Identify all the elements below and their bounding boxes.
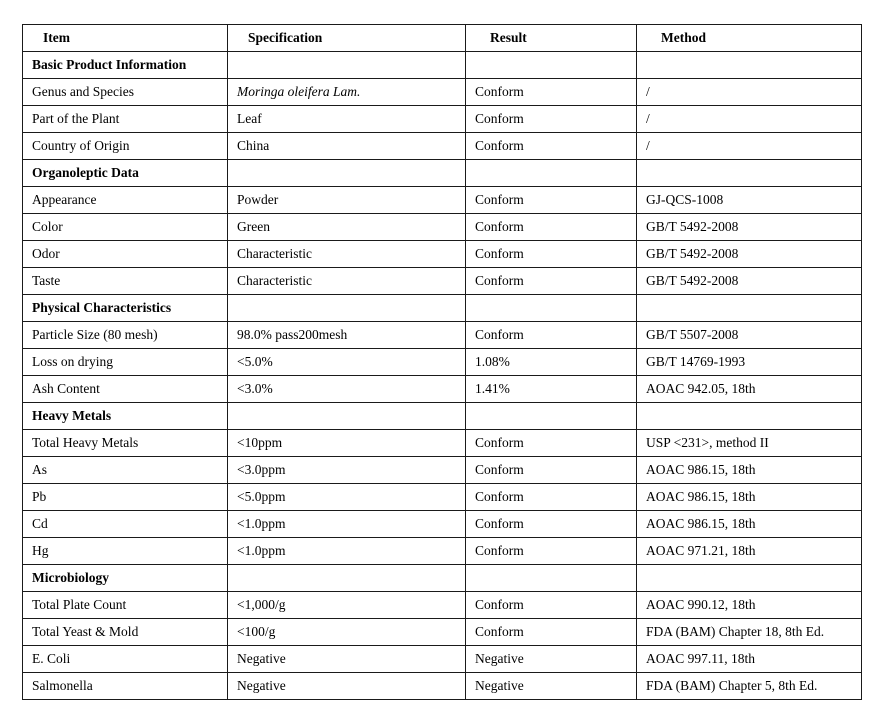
method-cell: GB/T 5492-2008: [637, 241, 862, 268]
item-cell: Genus and Species: [23, 79, 228, 106]
header-item: Item: [23, 25, 228, 52]
method-cell: AOAC 942.05, 18th: [637, 376, 862, 403]
table-row: [23, 430, 862, 457]
method-cell: /: [637, 133, 862, 160]
header-result: Result: [466, 25, 637, 52]
result-cell: Conform: [466, 214, 637, 241]
method-cell: USP <231>, method II: [637, 430, 862, 457]
section-row: [23, 565, 862, 592]
result-cell: Conform: [466, 430, 637, 457]
method-cell: GB/T 5507-2008: [637, 322, 862, 349]
table-row: [23, 214, 862, 241]
table-row: [23, 187, 862, 214]
specification-cell: <1.0ppm: [228, 511, 466, 538]
specification-cell: Leaf: [228, 106, 466, 133]
result-cell: Conform: [466, 457, 637, 484]
specification-cell: <5.0%: [228, 349, 466, 376]
result-cell: Conform: [466, 79, 637, 106]
item-cell: Hg: [23, 538, 228, 565]
method-cell: AOAC 986.15, 18th: [637, 484, 862, 511]
empty-cell: [228, 403, 466, 430]
empty-cell: [228, 565, 466, 592]
table-row: [23, 133, 862, 160]
method-cell: /: [637, 106, 862, 133]
item-cell: As: [23, 457, 228, 484]
method-cell: GB/T 14769-1993: [637, 349, 862, 376]
item-cell: Ash Content: [23, 376, 228, 403]
item-cell: Total Heavy Metals: [23, 430, 228, 457]
specification-cell: 98.0% pass200mesh: [228, 322, 466, 349]
header-specification: Specification: [228, 25, 466, 52]
empty-cell: [637, 565, 862, 592]
specification-cell: Green: [228, 214, 466, 241]
section-title: Organoleptic Data: [23, 160, 228, 187]
table-row: [23, 538, 862, 565]
specification-cell: Characteristic: [228, 241, 466, 268]
result-cell: Negative: [466, 673, 637, 700]
method-cell: GB/T 5492-2008: [637, 214, 862, 241]
specification-cell: Powder: [228, 187, 466, 214]
item-cell: Color: [23, 214, 228, 241]
item-cell: Salmonella: [23, 673, 228, 700]
table-row: [23, 106, 862, 133]
method-cell: GJ-QCS-1008: [637, 187, 862, 214]
table-row: [23, 619, 862, 646]
section-row: [23, 52, 862, 79]
specification-cell: <100/g: [228, 619, 466, 646]
result-cell: Conform: [466, 619, 637, 646]
method-cell: GB/T 5492-2008: [637, 268, 862, 295]
empty-cell: [228, 52, 466, 79]
method-cell: AOAC 990.12, 18th: [637, 592, 862, 619]
method-cell: AOAC 986.15, 18th: [637, 457, 862, 484]
result-cell: Conform: [466, 538, 637, 565]
item-cell: Loss on drying: [23, 349, 228, 376]
item-cell: Total Yeast & Mold: [23, 619, 228, 646]
table-row: [23, 484, 862, 511]
table-row: [23, 241, 862, 268]
table-row: [23, 511, 862, 538]
specification-cell: <10ppm: [228, 430, 466, 457]
specification-cell: Negative: [228, 646, 466, 673]
table-row: [23, 457, 862, 484]
result-cell: Conform: [466, 106, 637, 133]
header-row: [23, 25, 862, 52]
item-cell: Odor: [23, 241, 228, 268]
empty-cell: [466, 295, 637, 322]
empty-cell: [466, 52, 637, 79]
table-row: [23, 268, 862, 295]
section-title: Microbiology: [23, 565, 228, 592]
result-cell: Conform: [466, 484, 637, 511]
result-cell: Conform: [466, 322, 637, 349]
method-cell: AOAC 997.11, 18th: [637, 646, 862, 673]
item-cell: E. Coli: [23, 646, 228, 673]
specification-cell: <3.0%: [228, 376, 466, 403]
result-cell: 1.08%: [466, 349, 637, 376]
empty-cell: [637, 295, 862, 322]
result-cell: Negative: [466, 646, 637, 673]
table-row: [23, 79, 862, 106]
specification-cell: China: [228, 133, 466, 160]
result-cell: Conform: [466, 511, 637, 538]
method-cell: AOAC 971.21, 18th: [637, 538, 862, 565]
method-cell: FDA (BAM) Chapter 18, 8th Ed.: [637, 619, 862, 646]
section-title: Physical Characteristics: [23, 295, 228, 322]
item-cell: Taste: [23, 268, 228, 295]
result-cell: 1.41%: [466, 376, 637, 403]
result-cell: Conform: [466, 592, 637, 619]
item-cell: Pb: [23, 484, 228, 511]
table-row: [23, 646, 862, 673]
method-cell: AOAC 986.15, 18th: [637, 511, 862, 538]
specification-cell: <3.0ppm: [228, 457, 466, 484]
table-row: [23, 322, 862, 349]
table-row: [23, 592, 862, 619]
header-method: Method: [637, 25, 862, 52]
item-cell: Total Plate Count: [23, 592, 228, 619]
empty-cell: [637, 52, 862, 79]
section-row: [23, 160, 862, 187]
section-title: Basic Product Information: [23, 52, 228, 79]
item-cell: Cd: [23, 511, 228, 538]
specification-cell: Characteristic: [228, 268, 466, 295]
table-body: [23, 52, 862, 700]
result-cell: Conform: [466, 133, 637, 160]
empty-cell: [466, 160, 637, 187]
result-cell: Conform: [466, 187, 637, 214]
item-cell: Appearance: [23, 187, 228, 214]
item-cell: Particle Size (80 mesh): [23, 322, 228, 349]
empty-cell: [228, 295, 466, 322]
item-cell: Part of the Plant: [23, 106, 228, 133]
section-row: [23, 295, 862, 322]
empty-cell: [466, 403, 637, 430]
empty-cell: [637, 403, 862, 430]
empty-cell: [466, 565, 637, 592]
specification-cell: <1.0ppm: [228, 538, 466, 565]
specification-cell: Negative: [228, 673, 466, 700]
table-row: [23, 376, 862, 403]
empty-cell: [228, 160, 466, 187]
method-cell: FDA (BAM) Chapter 5, 8th Ed.: [637, 673, 862, 700]
specification-cell: <5.0ppm: [228, 484, 466, 511]
specification-cell: Moringa oleifera Lam.: [228, 79, 466, 106]
method-cell: /: [637, 79, 862, 106]
section-title: Heavy Metals: [23, 403, 228, 430]
specification-cell: <1,000/g: [228, 592, 466, 619]
specification-table: [22, 24, 862, 700]
result-cell: Conform: [466, 268, 637, 295]
empty-cell: [637, 160, 862, 187]
item-cell: Country of Origin: [23, 133, 228, 160]
table-row: [23, 673, 862, 700]
result-cell: Conform: [466, 241, 637, 268]
section-row: [23, 403, 862, 430]
table-header: [23, 25, 862, 52]
table-row: [23, 349, 862, 376]
